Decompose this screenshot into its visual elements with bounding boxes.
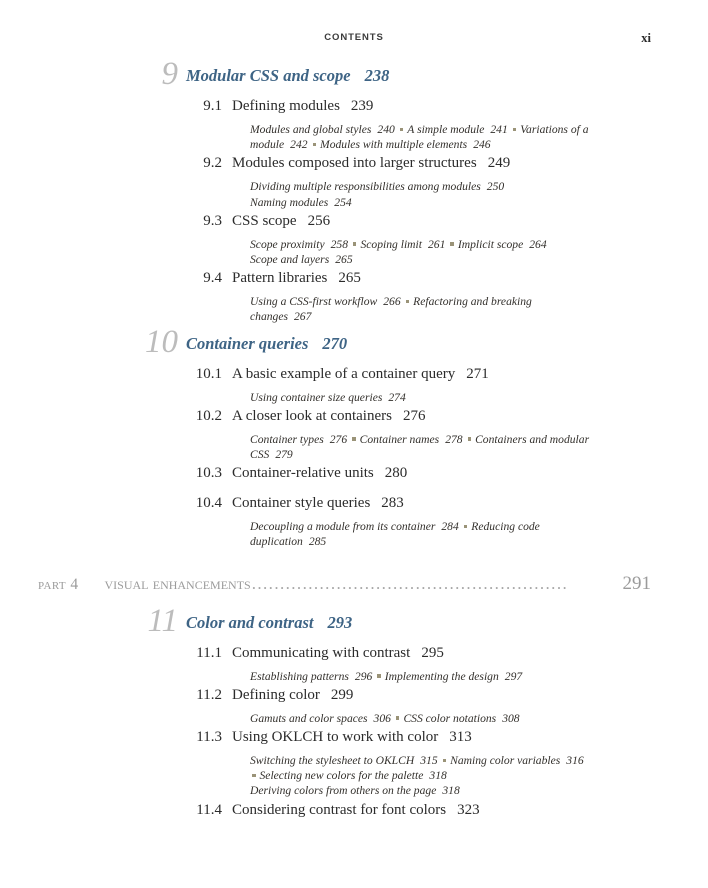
section-number: 9.2 xyxy=(203,155,222,172)
section-page-number: 299 xyxy=(330,686,354,703)
chapter-page-number: 293 xyxy=(327,612,353,632)
subsection-name: Containers and modular CSS xyxy=(250,432,590,462)
section-entry[interactable] xyxy=(0,408,708,431)
subsection-page-number: 258 xyxy=(330,237,348,251)
section-title[interactable] xyxy=(232,270,361,287)
subsection-page-number: 264 xyxy=(529,237,547,251)
section-number: 10.3 xyxy=(195,465,222,482)
subsection-list xyxy=(250,389,590,408)
subsection-page-number: 279 xyxy=(275,448,293,462)
chapter-number: 10 xyxy=(145,323,178,360)
subsection-name: Modules and global styles xyxy=(250,123,372,136)
subsection-list xyxy=(250,710,590,729)
subsection-name: Modules with multiple elements xyxy=(320,138,468,152)
section-title[interactable] xyxy=(232,495,404,512)
chapter-title-text: Modular CSS and scope xyxy=(186,66,351,85)
subsection-page-number: 316 xyxy=(566,754,584,768)
subsection-page-number: 318 xyxy=(442,784,460,798)
section-title[interactable] xyxy=(232,802,480,819)
section-entry[interactable] xyxy=(0,366,708,389)
section-title-text: A closer look at containers xyxy=(232,407,392,424)
section-title-text: Defining color xyxy=(232,686,320,703)
running-head-title: CONTENTS xyxy=(324,32,384,43)
subsection-page-number: 241 xyxy=(490,123,508,136)
subsection-name: Selecting new colors for the palette xyxy=(259,769,424,783)
section-entry[interactable] xyxy=(0,98,708,121)
section-title-text: A basic example of a container query xyxy=(232,365,456,382)
subsection-name: Establishing patterns xyxy=(250,669,349,683)
section-page-number: 313 xyxy=(449,729,472,746)
chapter-title[interactable] xyxy=(186,66,389,86)
section-entry[interactable] xyxy=(0,465,708,488)
subsection-page-number: 240 xyxy=(377,123,395,136)
subsection-page-number: 276 xyxy=(329,432,348,446)
section-page-number: 280 xyxy=(384,465,408,482)
subsection-page-number: 296 xyxy=(354,669,373,683)
part-divider-entry[interactable] xyxy=(0,573,708,607)
subsection-separator-icon xyxy=(252,774,256,778)
chapter-title-text: Container queries xyxy=(186,333,309,353)
section-title-text: Container-relative units xyxy=(232,465,374,482)
spacer xyxy=(0,825,708,832)
subsection-page-number: 254 xyxy=(334,195,352,209)
subsection-name: Reducing code duplication xyxy=(250,520,540,549)
section-entry[interactable] xyxy=(0,645,708,668)
chapter-number: 9 xyxy=(161,56,178,92)
section-number: 10.2 xyxy=(195,407,222,424)
subsection-list xyxy=(250,236,590,270)
subsection-separator-icon xyxy=(450,242,454,246)
chapter-entry[interactable] xyxy=(0,602,708,645)
subsection-name: Implementing the design xyxy=(384,669,499,683)
subsection-page-number: 318 xyxy=(429,769,447,783)
section-page-number: 239 xyxy=(350,98,374,114)
section-title[interactable] xyxy=(232,465,407,482)
section-entry[interactable] xyxy=(0,213,708,236)
subsection-separator-icon xyxy=(443,759,447,763)
section-title-text: Modules composed into larger structures xyxy=(232,155,477,172)
subsection-page-number: 297 xyxy=(504,669,523,683)
subsection-separator-icon xyxy=(352,437,356,441)
section-page-number: 256 xyxy=(307,212,331,229)
subsection-list xyxy=(250,668,590,687)
subsection-page-number: 266 xyxy=(383,295,401,309)
part-dot-leader: ........................................................ xyxy=(251,573,569,593)
subsection-separator-icon xyxy=(406,300,410,304)
chapter-number: 11 xyxy=(147,602,178,639)
subsection-page-number: 267 xyxy=(294,310,312,324)
section-number: 11.4 xyxy=(196,801,222,818)
part-divider-inner xyxy=(38,573,651,595)
subsection-page-number: 308 xyxy=(502,711,520,725)
subsection-name: Scope proximity xyxy=(250,237,325,251)
section-number: 9.1 xyxy=(203,98,222,114)
subsection-name: Decoupling a module from its container xyxy=(250,520,436,534)
section-page-number: 271 xyxy=(466,365,489,382)
subsection-separator-icon xyxy=(377,674,381,678)
section-title[interactable] xyxy=(232,687,353,704)
subsection-name: Using container size queries xyxy=(250,390,383,404)
section-page-number: 276 xyxy=(402,407,426,424)
subsection-name: Gamuts and color spaces xyxy=(250,711,368,725)
section-title[interactable] xyxy=(232,213,330,230)
chapter-entry[interactable] xyxy=(0,323,708,366)
section-title-text: Defining modules xyxy=(232,98,340,114)
part-page-number: 291 xyxy=(622,572,651,594)
section-page-number: 265 xyxy=(338,270,361,287)
section-page-number: 295 xyxy=(421,644,444,661)
section-entry[interactable] xyxy=(0,270,708,293)
subsection-name: Naming color variables xyxy=(450,754,561,768)
subsection-list xyxy=(250,518,590,552)
section-title[interactable] xyxy=(232,729,472,746)
section-number: 9.3 xyxy=(203,212,222,229)
section-title-text: Considering contrast for font colors xyxy=(232,801,447,818)
subsection-list xyxy=(250,121,590,155)
section-number: 11.2 xyxy=(196,686,222,703)
subsection-page-number: 261 xyxy=(428,237,446,251)
section-entry[interactable] xyxy=(0,729,708,752)
section-title[interactable] xyxy=(232,155,510,172)
subsection-separator-icon xyxy=(396,716,400,720)
subsection-list xyxy=(250,752,590,802)
subsection-name: Implicit scope xyxy=(457,237,524,251)
subsection-name: CSS color notations xyxy=(403,711,497,725)
section-title[interactable] xyxy=(232,645,444,662)
running-head xyxy=(0,32,708,48)
section-title-text: CSS scope xyxy=(232,212,297,229)
subsection-name: Using a CSS-first workflow xyxy=(250,295,378,309)
subsection-page-number: 274 xyxy=(388,390,406,404)
subsection-page-number: 265 xyxy=(335,253,353,267)
section-number: 10.1 xyxy=(195,365,222,382)
subsection-list xyxy=(250,293,590,327)
chapter-title-text: Color and contrast xyxy=(186,612,314,632)
section-entry[interactable] xyxy=(0,155,708,178)
subsection-name: A simple module xyxy=(407,123,485,136)
section-title-text: Pattern libraries xyxy=(232,270,328,287)
chapter-page-number: 238 xyxy=(364,66,390,85)
section-number: 9.4 xyxy=(203,270,222,287)
subsection-separator-icon xyxy=(464,525,468,529)
subsection-page-number: 250 xyxy=(486,180,505,194)
subsection-name: Container names xyxy=(359,432,440,446)
subsection-name: Variations of a module xyxy=(250,123,589,152)
subsection-separator-icon xyxy=(353,242,357,246)
section-page-number: 283 xyxy=(381,495,404,512)
subsection-page-number: 278 xyxy=(445,432,463,446)
section-number: 11.3 xyxy=(196,729,222,746)
section-entry[interactable] xyxy=(0,802,708,825)
subsection-list xyxy=(250,431,590,465)
part-name: visual enhancements xyxy=(104,573,251,593)
subsection-separator-icon xyxy=(400,128,404,132)
subsection-name: Deriving colors from others on the page xyxy=(250,784,437,798)
subsection-name: Scope and layers xyxy=(250,253,330,267)
subsection-name: Refactoring and breaking changes xyxy=(250,295,532,324)
section-title[interactable] xyxy=(232,98,373,115)
chapter-entry[interactable] xyxy=(0,56,708,98)
subsection-page-number: 246 xyxy=(473,138,491,152)
section-number: 11.1 xyxy=(196,644,222,661)
chapter-title[interactable] xyxy=(186,334,347,354)
part-label: part 4 xyxy=(38,575,79,593)
subsection-name: Dividing multiple responsibilities among modules xyxy=(250,180,481,194)
subsection-page-number: 284 xyxy=(441,520,459,534)
page-folio: xi xyxy=(641,31,651,45)
section-page-number: 249 xyxy=(487,155,511,172)
subsection-page-number: 306 xyxy=(373,711,391,725)
spacer xyxy=(0,488,708,495)
section-entry[interactable] xyxy=(0,495,708,518)
section-title-text: Communicating with contrast xyxy=(232,644,411,661)
section-title-text: Using OKLCH to work with color xyxy=(232,729,439,746)
section-page-number: 323 xyxy=(457,801,480,818)
subsection-name: Scoping limit xyxy=(360,237,422,251)
toc-entry-list xyxy=(0,56,708,832)
chapter-page-number: 270 xyxy=(322,333,348,353)
subsection-separator-icon xyxy=(468,437,472,441)
subsection-list xyxy=(250,178,590,212)
subsection-name: Naming modules xyxy=(250,195,329,209)
subsection-page-number: 285 xyxy=(308,535,327,549)
section-title-text: Container style queries xyxy=(232,495,371,512)
subsection-separator-icon xyxy=(313,143,317,147)
subsection-name: Container types xyxy=(250,432,324,446)
section-entry[interactable] xyxy=(0,687,708,710)
subsection-page-number: 242 xyxy=(290,138,308,152)
section-number: 10.4 xyxy=(195,495,222,512)
subsection-page-number: 315 xyxy=(420,754,438,768)
section-title[interactable] xyxy=(232,366,489,383)
chapter-title[interactable] xyxy=(186,613,352,633)
subsection-name: Switching the stylesheet to OKLCH xyxy=(250,754,415,768)
section-title[interactable] xyxy=(232,408,425,425)
subsection-separator-icon xyxy=(513,128,517,132)
